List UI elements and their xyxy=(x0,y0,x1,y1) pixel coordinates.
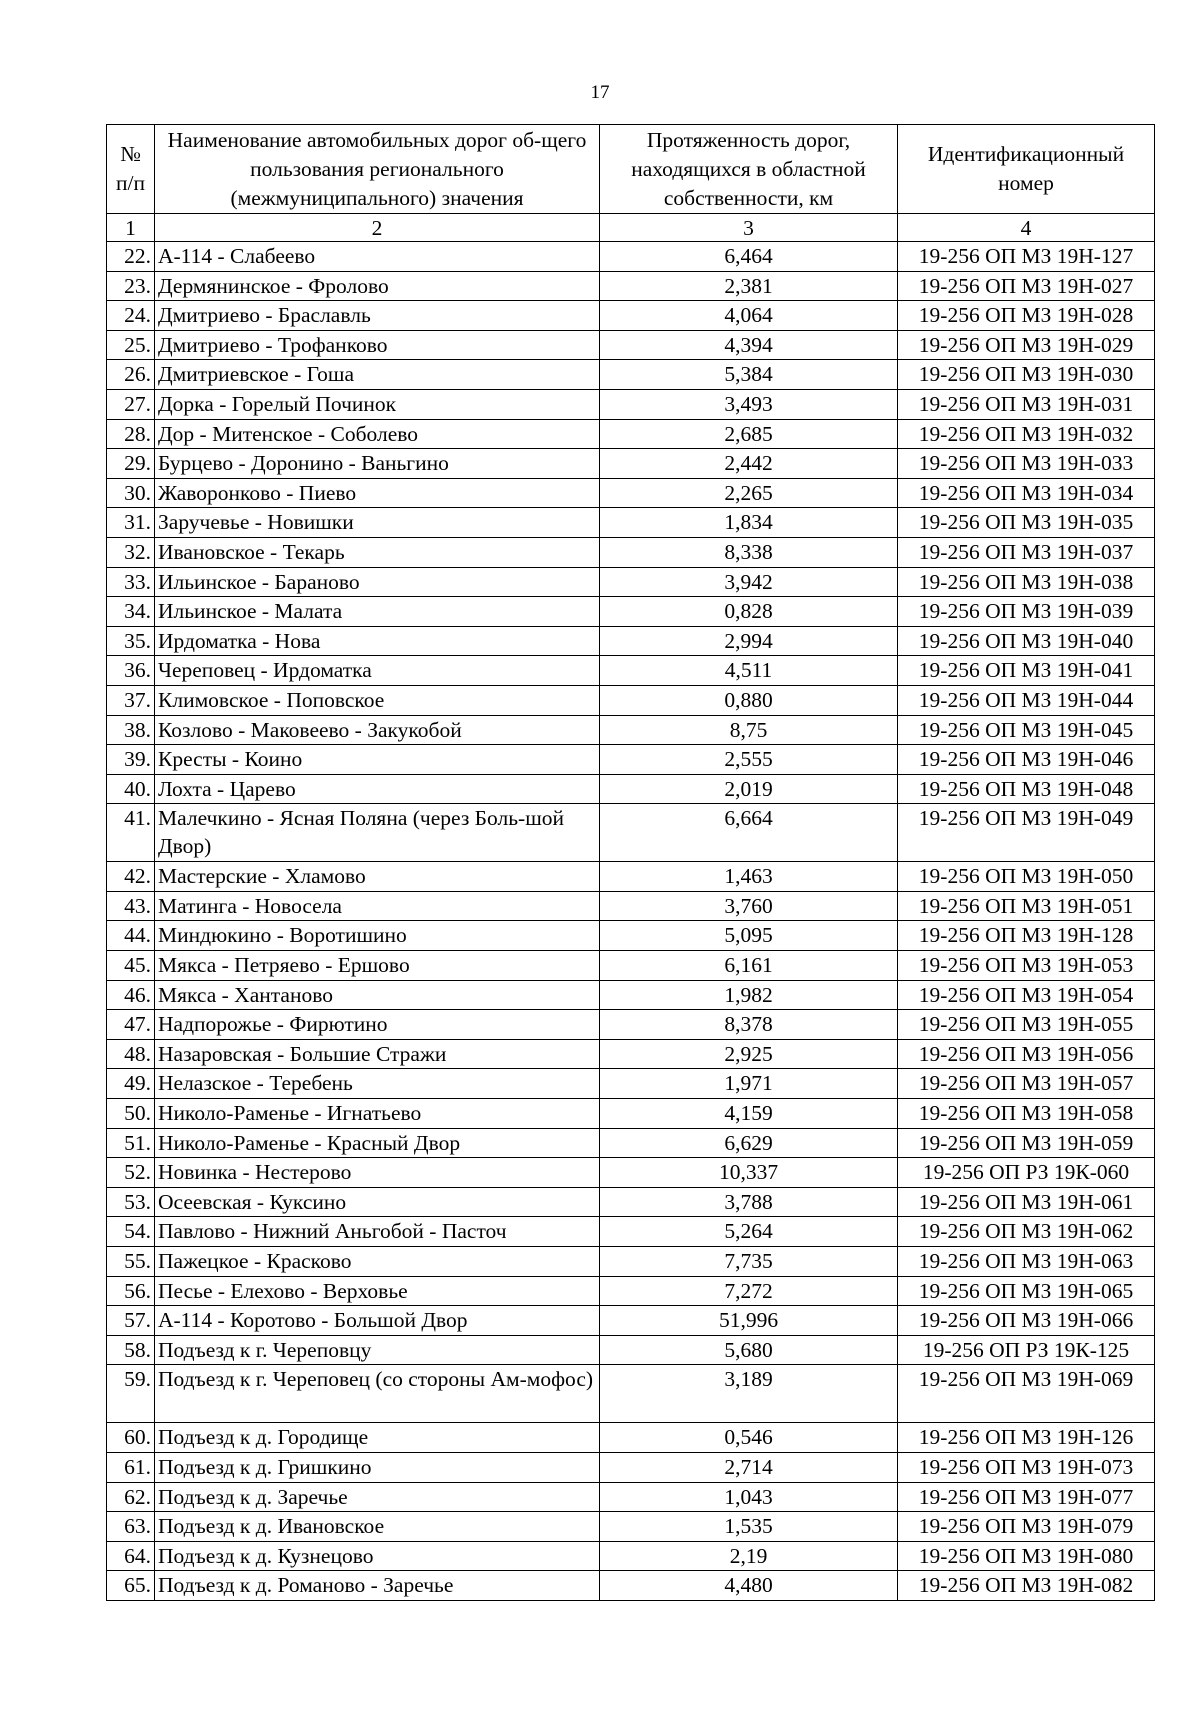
road-name: Дермянинское - Фролово xyxy=(155,271,600,301)
road-name: Павлово - Нижний Аньгобой - Пасточ xyxy=(155,1217,600,1247)
road-name: Бурцево - Доронино - Ваньгино xyxy=(155,449,600,479)
road-id: 19-256 ОП МЗ 19Н-062 xyxy=(898,1217,1155,1247)
column-number: 3 xyxy=(600,214,898,242)
table-row xyxy=(107,389,1155,419)
road-name: Козлово - Маковеево - Закукобой xyxy=(155,715,600,745)
row-number: 61. xyxy=(107,1452,155,1482)
road-id: 19-256 ОП МЗ 19Н-032 xyxy=(898,419,1155,449)
road-id: 19-256 ОП МЗ 19Н-065 xyxy=(898,1276,1155,1306)
table-row xyxy=(107,891,1155,921)
table-row xyxy=(107,980,1155,1010)
road-length: 2,555 xyxy=(600,745,898,775)
road-id: 19-256 ОП МЗ 19Н-027 xyxy=(898,271,1155,301)
column-number: 4 xyxy=(898,214,1155,242)
road-length: 6,664 xyxy=(600,804,898,862)
road-id: 19-256 ОП МЗ 19Н-058 xyxy=(898,1099,1155,1129)
table-row xyxy=(107,537,1155,567)
road-name: Мастерские - Хламово xyxy=(155,862,600,892)
row-number: 65. xyxy=(107,1571,155,1601)
road-length: 2,925 xyxy=(600,1039,898,1069)
row-number: 23. xyxy=(107,271,155,301)
road-name: Осеевская - Куксино xyxy=(155,1187,600,1217)
row-number: 44. xyxy=(107,921,155,951)
road-length: 10,337 xyxy=(600,1158,898,1188)
road-id: 19-256 ОП МЗ 19Н-041 xyxy=(898,656,1155,686)
road-name: Ильинское - Малата xyxy=(155,597,600,627)
row-number: 29. xyxy=(107,449,155,479)
header-road-length: Протяженность дорог, находящихся в областной собственности, км xyxy=(600,125,898,214)
road-length: 0,880 xyxy=(600,685,898,715)
road-name: Жаворонково - Пиево xyxy=(155,478,600,508)
road-id: 19-256 ОП МЗ 19Н-055 xyxy=(898,1010,1155,1040)
header-identification-number: Идентификационный номер xyxy=(898,125,1155,214)
road-length: 3,189 xyxy=(600,1365,898,1423)
table-row xyxy=(107,1010,1155,1040)
road-id: 19-256 ОП МЗ 19Н-029 xyxy=(898,330,1155,360)
table-row xyxy=(107,951,1155,981)
table-row xyxy=(107,1571,1155,1601)
row-number: 34. xyxy=(107,597,155,627)
row-number: 25. xyxy=(107,330,155,360)
road-name: Мякса - Петряево - Ершово xyxy=(155,951,600,981)
road-id: 19-256 ОП МЗ 19Н-054 xyxy=(898,980,1155,1010)
header-number: № п/п xyxy=(107,125,155,214)
table-row xyxy=(107,745,1155,775)
road-length: 1,463 xyxy=(600,862,898,892)
road-id: 19-256 ОП МЗ 19Н-057 xyxy=(898,1069,1155,1099)
table-row xyxy=(107,1069,1155,1099)
table-row xyxy=(107,1365,1155,1423)
row-number: 35. xyxy=(107,626,155,656)
row-number: 40. xyxy=(107,774,155,804)
header-road-name: Наименование автомобильных дорог об-щего пользования регионального (межмуниципального) значения xyxy=(155,125,600,214)
road-id: 19-256 ОП МЗ 19Н-044 xyxy=(898,685,1155,715)
road-id: 19-256 ОП МЗ 19Н-035 xyxy=(898,508,1155,538)
road-length: 5,264 xyxy=(600,1217,898,1247)
row-number: 26. xyxy=(107,360,155,390)
table-header-row xyxy=(107,125,1155,214)
road-name: Новинка - Нестерово xyxy=(155,1158,600,1188)
row-number: 41. xyxy=(107,804,155,862)
road-length: 2,019 xyxy=(600,774,898,804)
row-number: 55. xyxy=(107,1247,155,1277)
road-name: Ивановское - Текарь xyxy=(155,537,600,567)
road-id: 19-256 ОП МЗ 19Н-046 xyxy=(898,745,1155,775)
road-length: 5,680 xyxy=(600,1335,898,1365)
table-row xyxy=(107,242,1155,272)
table-row xyxy=(107,1217,1155,1247)
road-name: Миндюкино - Воротишино xyxy=(155,921,600,951)
road-name: Николо-Раменье - Игнатьево xyxy=(155,1099,600,1129)
row-number: 50. xyxy=(107,1099,155,1129)
table-row xyxy=(107,449,1155,479)
road-id: 19-256 ОП МЗ 19Н-069 xyxy=(898,1365,1155,1423)
road-name: Ирдоматка - Нова xyxy=(155,626,600,656)
table-row xyxy=(107,1512,1155,1542)
road-name: Надпорожье - Фирютино xyxy=(155,1010,600,1040)
table-row xyxy=(107,1452,1155,1482)
road-id: 19-256 ОП МЗ 19Н-080 xyxy=(898,1541,1155,1571)
row-number: 43. xyxy=(107,891,155,921)
row-number: 53. xyxy=(107,1187,155,1217)
page-number: 17 xyxy=(590,82,610,103)
road-id: 19-256 ОП МЗ 19Н-063 xyxy=(898,1247,1155,1277)
road-id: 19-256 ОП МЗ 19Н-127 xyxy=(898,242,1155,272)
road-length: 2,265 xyxy=(600,478,898,508)
road-length: 1,982 xyxy=(600,980,898,1010)
road-length: 5,384 xyxy=(600,360,898,390)
road-length: 2,442 xyxy=(600,449,898,479)
road-length: 1,535 xyxy=(600,1512,898,1542)
table-row xyxy=(107,301,1155,331)
road-length: 4,064 xyxy=(600,301,898,331)
road-length: 3,788 xyxy=(600,1187,898,1217)
road-name: Подъезд к д. Ивановское xyxy=(155,1512,600,1542)
table-row xyxy=(107,1128,1155,1158)
road-length: 3,493 xyxy=(600,389,898,419)
row-number: 37. xyxy=(107,685,155,715)
road-name: Песье - Елехово - Верховье xyxy=(155,1276,600,1306)
road-length: 51,996 xyxy=(600,1306,898,1336)
road-id: 19-256 ОП МЗ 19Н-126 xyxy=(898,1423,1155,1453)
row-number: 45. xyxy=(107,951,155,981)
table-row xyxy=(107,360,1155,390)
row-number: 47. xyxy=(107,1010,155,1040)
row-number: 62. xyxy=(107,1482,155,1512)
row-number: 33. xyxy=(107,567,155,597)
road-id: 19-256 ОП МЗ 19Н-031 xyxy=(898,389,1155,419)
table-row xyxy=(107,1541,1155,1571)
table-row xyxy=(107,656,1155,686)
road-id: 19-256 ОП МЗ 19Н-038 xyxy=(898,567,1155,597)
road-name: Дор - Митенское - Соболево xyxy=(155,419,600,449)
column-number: 2 xyxy=(155,214,600,242)
table-row xyxy=(107,1482,1155,1512)
table-row xyxy=(107,567,1155,597)
road-name: Череповец - Ирдоматка xyxy=(155,656,600,686)
table-row xyxy=(107,271,1155,301)
road-name: Дорка - Горелый Починок xyxy=(155,389,600,419)
road-length: 0,828 xyxy=(600,597,898,627)
road-id: 19-256 ОП МЗ 19Н-030 xyxy=(898,360,1155,390)
row-number: 49. xyxy=(107,1069,155,1099)
row-number: 46. xyxy=(107,980,155,1010)
table-row xyxy=(107,508,1155,538)
table-row xyxy=(107,597,1155,627)
row-number: 64. xyxy=(107,1541,155,1571)
road-id: 19-256 ОП МЗ 19Н-053 xyxy=(898,951,1155,981)
road-name: Малечкино - Ясная Поляна (через Боль-шой Двор) xyxy=(155,804,600,862)
table-row xyxy=(107,330,1155,360)
row-number: 52. xyxy=(107,1158,155,1188)
road-length: 3,942 xyxy=(600,567,898,597)
road-length: 5,095 xyxy=(600,921,898,951)
roads-table xyxy=(106,124,1155,1601)
road-name: Подъезд к д. Романово - Заречье xyxy=(155,1571,600,1601)
row-number: 30. xyxy=(107,478,155,508)
table-row xyxy=(107,685,1155,715)
road-id: 19-256 ОП МЗ 19Н-050 xyxy=(898,862,1155,892)
table-row xyxy=(107,1158,1155,1188)
row-number: 56. xyxy=(107,1276,155,1306)
row-number: 24. xyxy=(107,301,155,331)
road-length: 6,629 xyxy=(600,1128,898,1158)
road-name: Климовское - Поповское xyxy=(155,685,600,715)
road-length: 7,272 xyxy=(600,1276,898,1306)
road-id: 19-256 ОП МЗ 19Н-040 xyxy=(898,626,1155,656)
road-length: 8,338 xyxy=(600,537,898,567)
road-length: 2,994 xyxy=(600,626,898,656)
road-id: 19-256 ОП МЗ 19Н-045 xyxy=(898,715,1155,745)
road-id: 19-256 ОП МЗ 19Н-079 xyxy=(898,1512,1155,1542)
road-id: 19-256 ОП МЗ 19Н-061 xyxy=(898,1187,1155,1217)
road-name: Ильинское - Бараново xyxy=(155,567,600,597)
table-row xyxy=(107,1306,1155,1336)
table-row xyxy=(107,419,1155,449)
road-id: 19-256 ОП МЗ 19Н-049 xyxy=(898,804,1155,862)
road-name: Подъезд к г. Череповец (со стороны Ам-мофос) xyxy=(155,1365,600,1423)
road-length: 0,546 xyxy=(600,1423,898,1453)
road-id: 19-256 ОП МЗ 19Н-033 xyxy=(898,449,1155,479)
road-name: Пажецкое - Красково xyxy=(155,1247,600,1277)
row-number: 60. xyxy=(107,1423,155,1453)
road-name: Подъезд к г. Череповцу xyxy=(155,1335,600,1365)
row-number: 31. xyxy=(107,508,155,538)
table-row xyxy=(107,1423,1155,1453)
road-id: 19-256 ОП МЗ 19Н-051 xyxy=(898,891,1155,921)
road-length: 8,378 xyxy=(600,1010,898,1040)
table-row xyxy=(107,715,1155,745)
road-name: Дмитриевское - Гоша xyxy=(155,360,600,390)
road-id: 19-256 ОП МЗ 19Н-034 xyxy=(898,478,1155,508)
row-number: 32. xyxy=(107,537,155,567)
row-number: 48. xyxy=(107,1039,155,1069)
table-row xyxy=(107,921,1155,951)
road-length: 2,381 xyxy=(600,271,898,301)
road-name: Матинга - Новосела xyxy=(155,891,600,921)
table-row xyxy=(107,1099,1155,1129)
road-length: 2,714 xyxy=(600,1452,898,1482)
road-name: Лохта - Царево xyxy=(155,774,600,804)
road-id: 19-256 ОП МЗ 19Н-037 xyxy=(898,537,1155,567)
road-name: Подъезд к д. Гришкино xyxy=(155,1452,600,1482)
road-length: 6,464 xyxy=(600,242,898,272)
row-number: 59. xyxy=(107,1365,155,1423)
road-name: Назаровская - Большие Стражи xyxy=(155,1039,600,1069)
road-id: 19-256 ОП МЗ 19Н-082 xyxy=(898,1571,1155,1601)
table-body xyxy=(107,242,1155,1601)
road-length: 2,685 xyxy=(600,419,898,449)
road-id: 19-256 ОП МЗ 19Н-048 xyxy=(898,774,1155,804)
row-number: 38. xyxy=(107,715,155,745)
table-row xyxy=(107,626,1155,656)
road-name: Заручевье - Новишки xyxy=(155,508,600,538)
road-id: 19-256 ОП МЗ 19Н-039 xyxy=(898,597,1155,627)
road-length: 1,971 xyxy=(600,1069,898,1099)
road-length: 4,394 xyxy=(600,330,898,360)
row-number: 42. xyxy=(107,862,155,892)
row-number: 58. xyxy=(107,1335,155,1365)
road-name: А-114 - Слабеево xyxy=(155,242,600,272)
road-id: 19-256 ОП РЗ 19К-125 xyxy=(898,1335,1155,1365)
row-number: 22. xyxy=(107,242,155,272)
road-id: 19-256 ОП МЗ 19Н-066 xyxy=(898,1306,1155,1336)
row-number: 39. xyxy=(107,745,155,775)
row-number: 63. xyxy=(107,1512,155,1542)
road-name: Кресты - Коино xyxy=(155,745,600,775)
road-length: 8,75 xyxy=(600,715,898,745)
road-name: Дмитриево - Браславль xyxy=(155,301,600,331)
row-number: 57. xyxy=(107,1306,155,1336)
road-length: 4,480 xyxy=(600,1571,898,1601)
road-length: 7,735 xyxy=(600,1247,898,1277)
table-row xyxy=(107,478,1155,508)
road-id: 19-256 ОП МЗ 19Н-073 xyxy=(898,1452,1155,1482)
row-number: 54. xyxy=(107,1217,155,1247)
column-numbers-row xyxy=(107,214,1155,242)
road-name: Подъезд к д. Заречье xyxy=(155,1482,600,1512)
road-name: Подъезд к д. Городище xyxy=(155,1423,600,1453)
road-name: А-114 - Коротово - Большой Двор xyxy=(155,1306,600,1336)
table-row xyxy=(107,1247,1155,1277)
road-length: 3,760 xyxy=(600,891,898,921)
column-number: 1 xyxy=(107,214,155,242)
road-id: 19-256 ОП МЗ 19Н-128 xyxy=(898,921,1155,951)
table-row xyxy=(107,1187,1155,1217)
road-name: Подъезд к д. Кузнецово xyxy=(155,1541,600,1571)
table-row xyxy=(107,804,1155,862)
road-id: 19-256 ОП РЗ 19К-060 xyxy=(898,1158,1155,1188)
road-name: Нелазское - Теребень xyxy=(155,1069,600,1099)
row-number: 51. xyxy=(107,1128,155,1158)
road-length: 4,159 xyxy=(600,1099,898,1129)
road-length: 1,834 xyxy=(600,508,898,538)
table-row xyxy=(107,1276,1155,1306)
road-length: 2,19 xyxy=(600,1541,898,1571)
row-number: 27. xyxy=(107,389,155,419)
row-number: 28. xyxy=(107,419,155,449)
road-id: 19-256 ОП МЗ 19Н-077 xyxy=(898,1482,1155,1512)
road-name: Дмитриево - Трофанково xyxy=(155,330,600,360)
row-number: 36. xyxy=(107,656,155,686)
road-name: Николо-Раменье - Красный Двор xyxy=(155,1128,600,1158)
road-name: Мякса - Хантаново xyxy=(155,980,600,1010)
table-row xyxy=(107,1039,1155,1069)
table-row xyxy=(107,1335,1155,1365)
table-row xyxy=(107,862,1155,892)
road-id: 19-256 ОП МЗ 19Н-028 xyxy=(898,301,1155,331)
road-length: 1,043 xyxy=(600,1482,898,1512)
road-id: 19-256 ОП МЗ 19Н-059 xyxy=(898,1128,1155,1158)
road-length: 6,161 xyxy=(600,951,898,981)
road-length: 4,511 xyxy=(600,656,898,686)
road-id: 19-256 ОП МЗ 19Н-056 xyxy=(898,1039,1155,1069)
table-row xyxy=(107,774,1155,804)
